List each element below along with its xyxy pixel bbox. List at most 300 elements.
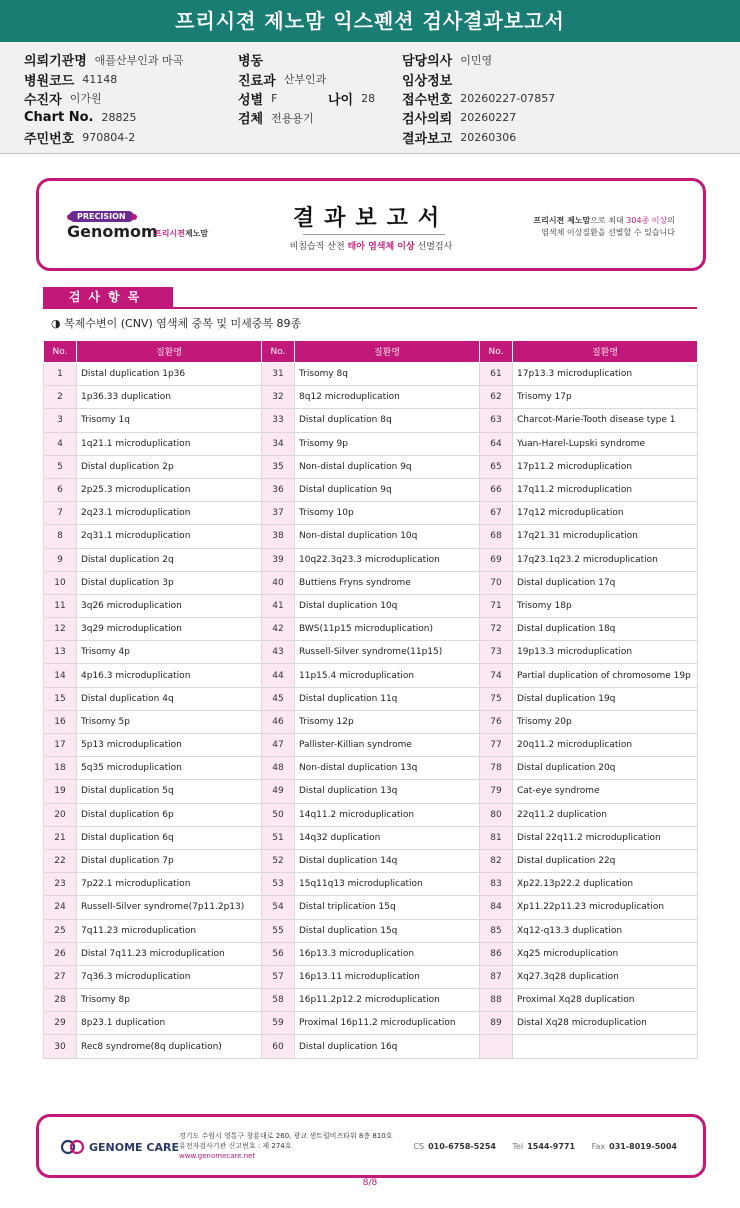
disease-name: Russell-Silver syndrome(11p15) xyxy=(295,641,480,664)
table-row xyxy=(44,664,698,687)
item-number: 16 xyxy=(44,710,77,733)
note-text-2: 의 xyxy=(667,216,675,225)
item-number: 53 xyxy=(262,873,295,896)
item-number: 60 xyxy=(262,1035,295,1058)
item-number: 8 xyxy=(44,525,77,548)
table-row xyxy=(44,965,698,988)
disease-name: Trisomy 8q xyxy=(295,363,480,386)
patient-info-panel xyxy=(0,42,740,154)
genome-care-logo-icon xyxy=(61,1139,85,1155)
item-number: 52 xyxy=(262,849,295,872)
item-number: 26 xyxy=(44,942,77,965)
patient-field-value: 28825 xyxy=(101,111,137,125)
disease-name: Distal duplication 2p xyxy=(77,455,262,478)
tel-number: 1544-9771 xyxy=(527,1142,576,1151)
item-number: 57 xyxy=(262,965,295,988)
table-row xyxy=(44,849,698,872)
item-number: 84 xyxy=(480,896,513,919)
table-row xyxy=(44,409,698,432)
patient-field-label: 검체 xyxy=(238,112,264,128)
disease-name: Distal duplication 10q xyxy=(295,594,480,617)
test-items-table xyxy=(43,340,698,1059)
item-number: 32 xyxy=(262,386,295,409)
table-header-row xyxy=(44,341,698,363)
table-row xyxy=(44,455,698,478)
item-number: 35 xyxy=(262,455,295,478)
disease-name: 1q21.1 microduplication xyxy=(77,432,262,455)
item-number: 82 xyxy=(480,849,513,872)
disease-name: Distal duplication 5q xyxy=(77,780,262,803)
table-row xyxy=(44,363,698,386)
item-number: 39 xyxy=(262,548,295,571)
fax-label: Fax xyxy=(591,1142,606,1151)
item-number: 81 xyxy=(480,826,513,849)
item-number: 76 xyxy=(480,710,513,733)
disease-name: 7q36.3 microduplication xyxy=(77,965,262,988)
item-number: 38 xyxy=(262,525,295,548)
banner-note-line-2: 염색체 이상질환을 선별할 수 있습니다 xyxy=(541,228,675,237)
age-field xyxy=(328,89,375,108)
item-number: 14 xyxy=(44,664,77,687)
table-row xyxy=(44,826,698,849)
patient-field-label: 결과보고 xyxy=(402,131,453,147)
patient-field xyxy=(238,89,326,108)
item-number: 80 xyxy=(480,803,513,826)
footer-contacts xyxy=(413,1142,677,1151)
disease-name: Distal duplication 9q xyxy=(295,478,480,501)
item-number: 77 xyxy=(480,734,513,757)
age-value: 28 xyxy=(361,92,376,105)
item-number: 78 xyxy=(480,757,513,780)
item-number: 89 xyxy=(480,1012,513,1035)
disease-name: Distal duplication 13q xyxy=(295,780,480,803)
header-name-2: 질환명 xyxy=(295,341,480,363)
table-row xyxy=(44,710,698,733)
item-number: 86 xyxy=(480,942,513,965)
disease-name: Xp11.22p11.23 microduplication xyxy=(513,896,698,919)
item-number: 51 xyxy=(262,826,295,849)
address-line-2: 유전자검사기관 신고번호 : 제 274호 xyxy=(179,1142,292,1150)
table-row xyxy=(44,873,698,896)
disease-name: Distal duplication 8q xyxy=(295,409,480,432)
title-divider xyxy=(303,234,445,235)
disease-name: Non-distal duplication 10q xyxy=(295,525,480,548)
item-number: 28 xyxy=(44,989,77,1012)
item-number: 24 xyxy=(44,896,77,919)
disease-name: Buttiens Fryns syndrome xyxy=(295,571,480,594)
brand-sub-1: 프리시젼 xyxy=(154,229,185,238)
disease-name: Distal duplication 17q xyxy=(513,571,698,594)
item-number: 10 xyxy=(44,571,77,594)
disease-name: 4p16.3 microduplication xyxy=(77,664,262,687)
disease-name: Xq12-q13.3 duplication xyxy=(513,919,698,942)
disease-name: 10q22.3q23.3 microduplication xyxy=(295,548,480,571)
disease-name: Cat-eye syndrome xyxy=(513,780,698,803)
table-row xyxy=(44,757,698,780)
patient-field-value: 20260227-07857 xyxy=(460,91,556,105)
patient-field xyxy=(24,89,183,108)
item-number: 85 xyxy=(480,919,513,942)
disease-name: Trisomy 8p xyxy=(77,989,262,1012)
disease-name: Rec8 syndrome(8q duplication) xyxy=(77,1035,262,1058)
item-number: 31 xyxy=(262,363,295,386)
age-label: 나이 xyxy=(328,93,354,108)
item-number: 17 xyxy=(44,734,77,757)
address-line-1: 경기도 수원시 영통구 창룡대로 260, 광교 센트럴비즈타워 8층 810호 xyxy=(179,1132,393,1140)
patient-field xyxy=(238,50,326,69)
item-number: 74 xyxy=(480,664,513,687)
item-number: 44 xyxy=(262,664,295,687)
disease-name: 2q31.1 microduplication xyxy=(77,525,262,548)
item-number: 58 xyxy=(262,989,295,1012)
section-subheading: ◑ 복제수변이 (CNV) 염색체 중복 및 미세중복 89종 xyxy=(51,317,302,330)
item-number: 2 xyxy=(44,386,77,409)
item-number: 20 xyxy=(44,803,77,826)
patient-field-label: 병동 xyxy=(238,54,264,70)
brand-sub-2: 제노맘 xyxy=(184,229,209,238)
item-number: 42 xyxy=(262,618,295,641)
disease-name: Distal duplication 2q xyxy=(77,548,262,571)
item-number: 41 xyxy=(262,594,295,617)
item-number: 48 xyxy=(262,757,295,780)
patient-field-label: 병원코드 xyxy=(24,73,75,89)
table-row xyxy=(44,502,698,525)
item-number xyxy=(480,1035,513,1058)
disease-name: Distal duplication 16q xyxy=(295,1035,480,1058)
disease-name xyxy=(513,1035,698,1058)
header-name-1: 질환명 xyxy=(77,341,262,363)
disease-name: 3q26 microduplication xyxy=(77,594,262,617)
report-banner xyxy=(36,178,706,271)
patient-field-value: 이민영 xyxy=(460,53,493,67)
disease-name: Xq27.3q28 duplication xyxy=(513,965,698,988)
table-row xyxy=(44,641,698,664)
disease-name: Trisomy 4p xyxy=(77,641,262,664)
patient-field-label: 접수번호 xyxy=(402,92,453,108)
item-number: 18 xyxy=(44,757,77,780)
item-number: 30 xyxy=(44,1035,77,1058)
disease-name: BWS(11p15 microduplication) xyxy=(295,618,480,641)
disease-name: 14q32 duplication xyxy=(295,826,480,849)
table-row xyxy=(44,478,698,501)
subtitle-part-2: 선별검사 xyxy=(414,242,453,252)
item-number: 87 xyxy=(480,965,513,988)
tel-label: Tel xyxy=(512,1142,524,1151)
item-number: 46 xyxy=(262,710,295,733)
patient-field xyxy=(402,69,555,88)
disease-name: Distal duplication 7p xyxy=(77,849,262,872)
table-row xyxy=(44,432,698,455)
item-number: 56 xyxy=(262,942,295,965)
disease-name: 11p15.4 microduplication xyxy=(295,664,480,687)
item-number: 64 xyxy=(480,432,513,455)
disease-name: Distal duplication 11q xyxy=(295,687,480,710)
disease-name: Distal duplication 14q xyxy=(295,849,480,872)
banner-note xyxy=(533,215,675,239)
disease-name: 16p11.2p12.2 microduplication xyxy=(295,989,480,1012)
patient-field-label: 성별 xyxy=(238,92,264,108)
note-brand: 프리시젼 제노맘 xyxy=(533,216,591,225)
genome-care-name: GENOME CARE xyxy=(89,1141,179,1154)
disease-name: 14q11.2 microduplication xyxy=(295,803,480,826)
item-number: 79 xyxy=(480,780,513,803)
item-number: 21 xyxy=(44,826,77,849)
footer-address xyxy=(179,1131,393,1161)
disease-name: Distal duplication 20q xyxy=(513,757,698,780)
item-number: 59 xyxy=(262,1012,295,1035)
disease-name: Distal duplication 6q xyxy=(77,826,262,849)
table-row xyxy=(44,734,698,757)
disease-name: 20q11.2 microduplication xyxy=(513,734,698,757)
patient-field xyxy=(24,69,183,88)
table-row xyxy=(44,942,698,965)
patient-col-1 xyxy=(24,50,183,147)
disease-name: Trisomy 5p xyxy=(77,710,262,733)
item-number: 43 xyxy=(262,641,295,664)
disease-name: Distal duplication 15q xyxy=(295,919,480,942)
header-no-2: No. xyxy=(262,341,295,363)
item-number: 27 xyxy=(44,965,77,988)
disease-name: Pallister-Killian syndrome xyxy=(295,734,480,757)
patient-field xyxy=(24,128,183,147)
table-row xyxy=(44,618,698,641)
item-number: 5 xyxy=(44,455,77,478)
item-number: 54 xyxy=(262,896,295,919)
item-number: 75 xyxy=(480,687,513,710)
table-row xyxy=(44,525,698,548)
disease-name: 22q11.2 duplication xyxy=(513,803,698,826)
item-number: 68 xyxy=(480,525,513,548)
disease-name: 8q12 microduplication xyxy=(295,386,480,409)
subtitle-part-1: 비침습적 산전 xyxy=(289,242,348,252)
disease-name: Trisomy 10p xyxy=(295,502,480,525)
item-number: 33 xyxy=(262,409,295,432)
section-divider xyxy=(43,307,697,309)
item-number: 19 xyxy=(44,780,77,803)
item-number: 6 xyxy=(44,478,77,501)
disease-name: Distal duplication 22q xyxy=(513,849,698,872)
item-number: 7 xyxy=(44,502,77,525)
item-number: 71 xyxy=(480,594,513,617)
disease-name: Distal 22q11.2 microduplication xyxy=(513,826,698,849)
item-number: 34 xyxy=(262,432,295,455)
disease-name: Distal duplication 6p xyxy=(77,803,262,826)
table-row xyxy=(44,896,698,919)
disease-name: Distal triplication 15q xyxy=(295,896,480,919)
item-number: 13 xyxy=(44,641,77,664)
item-number: 11 xyxy=(44,594,77,617)
item-number: 12 xyxy=(44,618,77,641)
disease-name: Trisomy 12p xyxy=(295,710,480,733)
patient-field-label: 검사의뢰 xyxy=(402,112,453,128)
disease-name: Distal duplication 1p36 xyxy=(77,363,262,386)
patient-field xyxy=(238,108,326,127)
disease-name: Russell-Silver syndrome(7p11.2p13) xyxy=(77,896,262,919)
patient-field-value: 20260227 xyxy=(460,111,517,125)
item-number: 4 xyxy=(44,432,77,455)
item-number: 40 xyxy=(262,571,295,594)
patient-field-label: 임상정보 xyxy=(402,73,453,89)
note-text-1: 으로 최대 xyxy=(590,216,627,225)
disease-name: Charcot-Marie-Tooth disease type 1 xyxy=(513,409,698,432)
fax-number: 031-8019-5004 xyxy=(609,1142,677,1151)
item-number: 1 xyxy=(44,363,77,386)
disease-name: Trisomy 18p xyxy=(513,594,698,617)
note-count: 304종 이상 xyxy=(626,216,668,225)
table-row xyxy=(44,780,698,803)
table-row xyxy=(44,989,698,1012)
item-number: 65 xyxy=(480,455,513,478)
patient-field-label: 담당의사 xyxy=(402,54,453,70)
disease-name: Trisomy 9p xyxy=(295,432,480,455)
disease-name: 17p11.2 microduplication xyxy=(513,455,698,478)
disease-name: 7q11.23 microduplication xyxy=(77,919,262,942)
item-number: 83 xyxy=(480,873,513,896)
item-number: 29 xyxy=(44,1012,77,1035)
footer-box xyxy=(36,1114,706,1178)
header-name-3: 질환명 xyxy=(513,341,698,363)
patient-field-value: 970804-2 xyxy=(82,130,136,144)
disease-name: 15q11q13 microduplication xyxy=(295,873,480,896)
item-number: 61 xyxy=(480,363,513,386)
banner-note-line-1 xyxy=(533,215,675,227)
disease-name: 1p36.33 duplication xyxy=(77,386,262,409)
item-number: 49 xyxy=(262,780,295,803)
cs-label: CS xyxy=(413,1142,425,1151)
disease-name: 17q12 microduplication xyxy=(513,502,698,525)
table-row xyxy=(44,548,698,571)
disease-name: 2q23.1 microduplication xyxy=(77,502,262,525)
disease-name: Trisomy 17p xyxy=(513,386,698,409)
item-number: 45 xyxy=(262,687,295,710)
cs-number: 010-6758-5254 xyxy=(428,1142,496,1151)
disease-name: Distal duplication 4q xyxy=(77,687,262,710)
report-title-bar: 프리시젼 제노맘 익스펜션 검사결과보고서 xyxy=(0,0,740,42)
footer-url[interactable]: www.genomecare.net xyxy=(179,1152,256,1160)
patient-field-label: 주민번호 xyxy=(24,131,75,147)
disease-name: 5q35 microduplication xyxy=(77,757,262,780)
disease-name: 16p13.3 microduplication xyxy=(295,942,480,965)
table-row xyxy=(44,571,698,594)
patient-field-label: 의뢰기관명 xyxy=(24,54,87,70)
item-number: 15 xyxy=(44,687,77,710)
disease-name: 17q21.31 microduplication xyxy=(513,525,698,548)
disease-name: 8p23.1 duplication xyxy=(77,1012,262,1035)
item-number: 67 xyxy=(480,502,513,525)
table-row xyxy=(44,386,698,409)
item-number: 66 xyxy=(480,478,513,501)
patient-field-value: 이가원 xyxy=(69,92,102,106)
disease-name: 5p13 microduplication xyxy=(77,734,262,757)
patient-field-value: 20260306 xyxy=(460,130,517,144)
disease-name: Distal duplication 18q xyxy=(513,618,698,641)
banner-title: 결과보고서 xyxy=(292,206,450,231)
disease-name: 17q11.2 microduplication xyxy=(513,478,698,501)
patient-field-value: 애플산부인과 마곡 xyxy=(94,53,184,67)
table-row xyxy=(44,687,698,710)
patient-field xyxy=(24,50,183,69)
disease-name: Distal Xq28 microduplication xyxy=(513,1012,698,1035)
table-row xyxy=(44,919,698,942)
disease-name: Non-distal duplication 13q xyxy=(295,757,480,780)
patient-field xyxy=(402,50,555,69)
item-number: 22 xyxy=(44,849,77,872)
item-number: 72 xyxy=(480,618,513,641)
page-number: 8/8 xyxy=(362,1178,378,1188)
patient-col-3 xyxy=(402,50,555,147)
header-no-1: No. xyxy=(44,341,77,363)
disease-name: 3q29 microduplication xyxy=(77,618,262,641)
item-number: 62 xyxy=(480,386,513,409)
disease-name: 16p13.11 microduplication xyxy=(295,965,480,988)
item-number: 9 xyxy=(44,548,77,571)
table-row xyxy=(44,594,698,617)
disease-name: Distal 7q11.23 microduplication xyxy=(77,942,262,965)
disease-name: 19p13.3 microduplication xyxy=(513,641,698,664)
disease-name: Trisomy 20p xyxy=(513,710,698,733)
disease-name: Non-distal duplication 9q xyxy=(295,455,480,478)
patient-field xyxy=(402,128,555,147)
disease-name: Trisomy 1q xyxy=(77,409,262,432)
subtitle-highlight: 태아 염색체 이상 xyxy=(347,242,415,252)
genomom-logo: Genomom xyxy=(67,222,158,241)
item-number: 37 xyxy=(262,502,295,525)
item-number: 69 xyxy=(480,548,513,571)
patient-field-value: 41148 xyxy=(82,72,118,86)
item-number: 73 xyxy=(480,641,513,664)
disease-name: Proximal Xq28 duplication xyxy=(513,989,698,1012)
item-number: 63 xyxy=(480,409,513,432)
table-row xyxy=(44,803,698,826)
precision-badge: PRECISION xyxy=(69,211,134,222)
patient-col-2 xyxy=(238,50,326,128)
item-number: 3 xyxy=(44,409,77,432)
disease-name: 7p22.1 microduplication xyxy=(77,873,262,896)
patient-field xyxy=(402,89,555,108)
patient-field xyxy=(24,108,183,127)
disease-name: Proximal 16p11.2 microduplication xyxy=(295,1012,480,1035)
disease-name: Xq25 microduplication xyxy=(513,942,698,965)
item-number: 55 xyxy=(262,919,295,942)
patient-field-value: 산부인과 xyxy=(283,73,327,87)
item-number: 88 xyxy=(480,989,513,1012)
disease-name: 2p25.3 microduplication xyxy=(77,478,262,501)
patient-field xyxy=(402,108,555,127)
header-no-3: No. xyxy=(480,341,513,363)
disease-name: 17p13.3 microduplication xyxy=(513,363,698,386)
item-number: 50 xyxy=(262,803,295,826)
disease-name: Distal duplication 3p xyxy=(77,571,262,594)
disease-name: Distal duplication 19q xyxy=(513,687,698,710)
patient-field-label: Chart No. xyxy=(24,110,94,126)
patient-field xyxy=(238,69,326,88)
item-number: 36 xyxy=(262,478,295,501)
disease-name: Partial duplication of chromosome 19p xyxy=(513,664,698,687)
section-tab-test-items: 검사항목 xyxy=(43,287,173,308)
patient-field-label: 진료과 xyxy=(238,73,276,89)
patient-field-value: 전용용기 xyxy=(271,111,314,125)
item-number: 23 xyxy=(44,873,77,896)
disease-name: Xp22.13p22.2 duplication xyxy=(513,873,698,896)
disease-name: Yuan-Harel-Lupski syndrome xyxy=(513,432,698,455)
patient-field-value: F xyxy=(271,91,278,105)
banner-subtitle xyxy=(39,239,703,252)
table-row xyxy=(44,1012,698,1035)
item-number: 70 xyxy=(480,571,513,594)
item-number: 47 xyxy=(262,734,295,757)
table-row xyxy=(44,1035,698,1058)
patient-field-label: 수진자 xyxy=(24,92,62,108)
